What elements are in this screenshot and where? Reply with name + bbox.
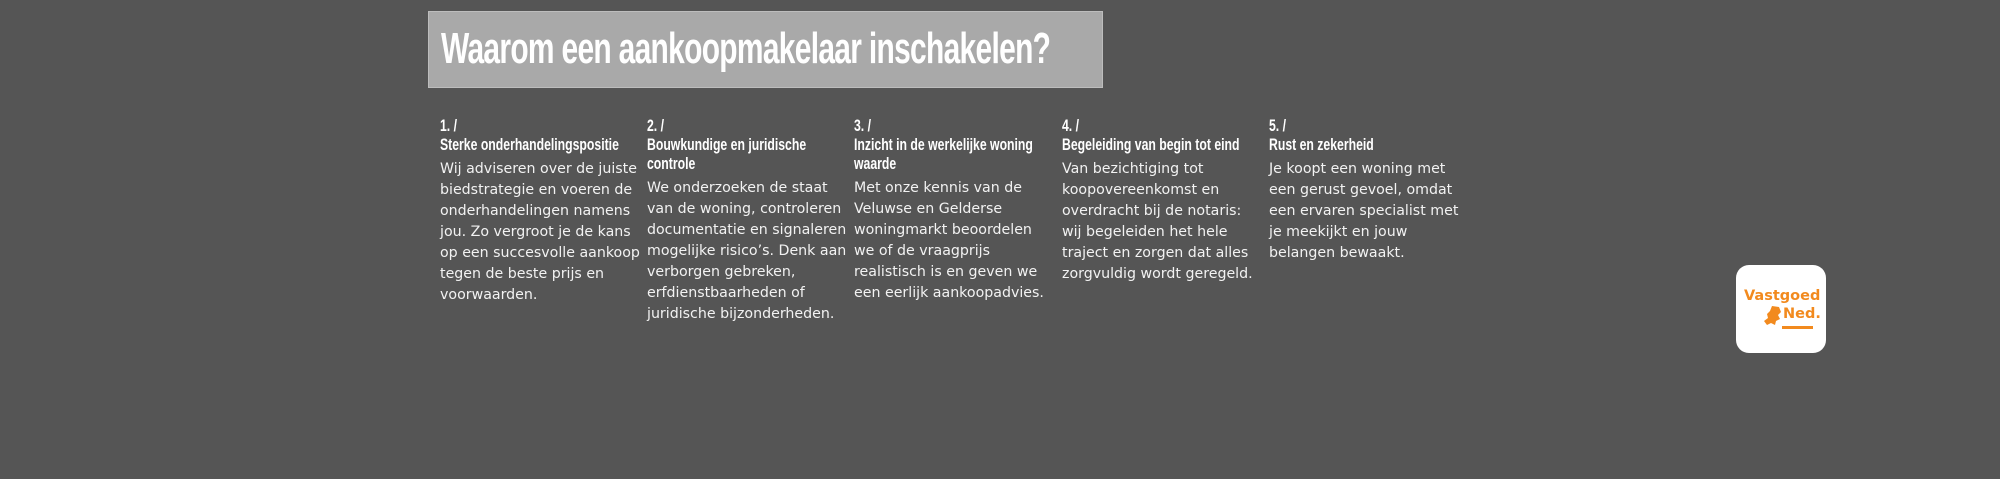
title-banner [428,11,1103,88]
item-heading: Sterke onderhandelingspositie [440,135,619,154]
item-number: 1. / [440,116,458,135]
logo-text-line1: Vastgoed [1744,288,1821,304]
item-body: Met onze kennis van de Veluwse en Gelderse woningmarkt beoordelen we of de vraagprijs realistisch is en geven we een eerlijk aankoopadvies. [854,180,1044,301]
reason-item-3 [854,116,1054,304]
item-number: 4. / [1062,116,1080,135]
reason-item-1 [440,116,640,306]
item-heading: Rust en zekerheid [1269,135,1374,154]
item-body: Van bezichtiging tot koopovereenkomst en overdracht bij de notaris: wij begeleiden het hele traject en zorgen dat alles zorgvuldig wordt geregeld. [1062,161,1253,282]
item-number: 5. / [1269,116,1287,135]
reason-item-5 [1269,116,1469,264]
reason-item-2 [647,116,847,325]
item-number: 3. / [854,116,872,135]
item-heading: Inzicht in de werkelijke woning waarde [854,135,1033,173]
item-heading: Begeleiding van begin tot eind [1062,135,1240,154]
vastgoed-ned-logo[interactable] [1736,265,1826,353]
item-number: 2. / [647,116,665,135]
item-body: Je koopt een woning met een gerust gevoel, omdat een ervaren specialist met je meekijkt en jouw belangen bewaakt. [1269,161,1459,261]
logo-underline [1782,326,1813,329]
item-body: We onderzoeken de staat van de woning, controleren documentatie en signaleren mogelijke risico’s. Denk aan verborgen gebreken, erfdienstbaarheden of juridische bijzonderheden. [647,180,847,322]
netherlands-map-icon [1764,306,1782,326]
logo-text-line2: Ned. [1783,306,1821,322]
reason-item-4 [1062,116,1262,285]
item-heading: Bouwkundige en juridische controle [647,135,807,173]
item-body: Wij adviseren over de juiste biedstrategie en voeren de onderhandelingen namens jou. Zo vergroot je de kans op een succesvolle aankoop tegen de beste prijs en voorwaarden. [440,161,640,303]
page-title: Waarom een aankoopmakelaar inschakelen? [441,24,1051,73]
